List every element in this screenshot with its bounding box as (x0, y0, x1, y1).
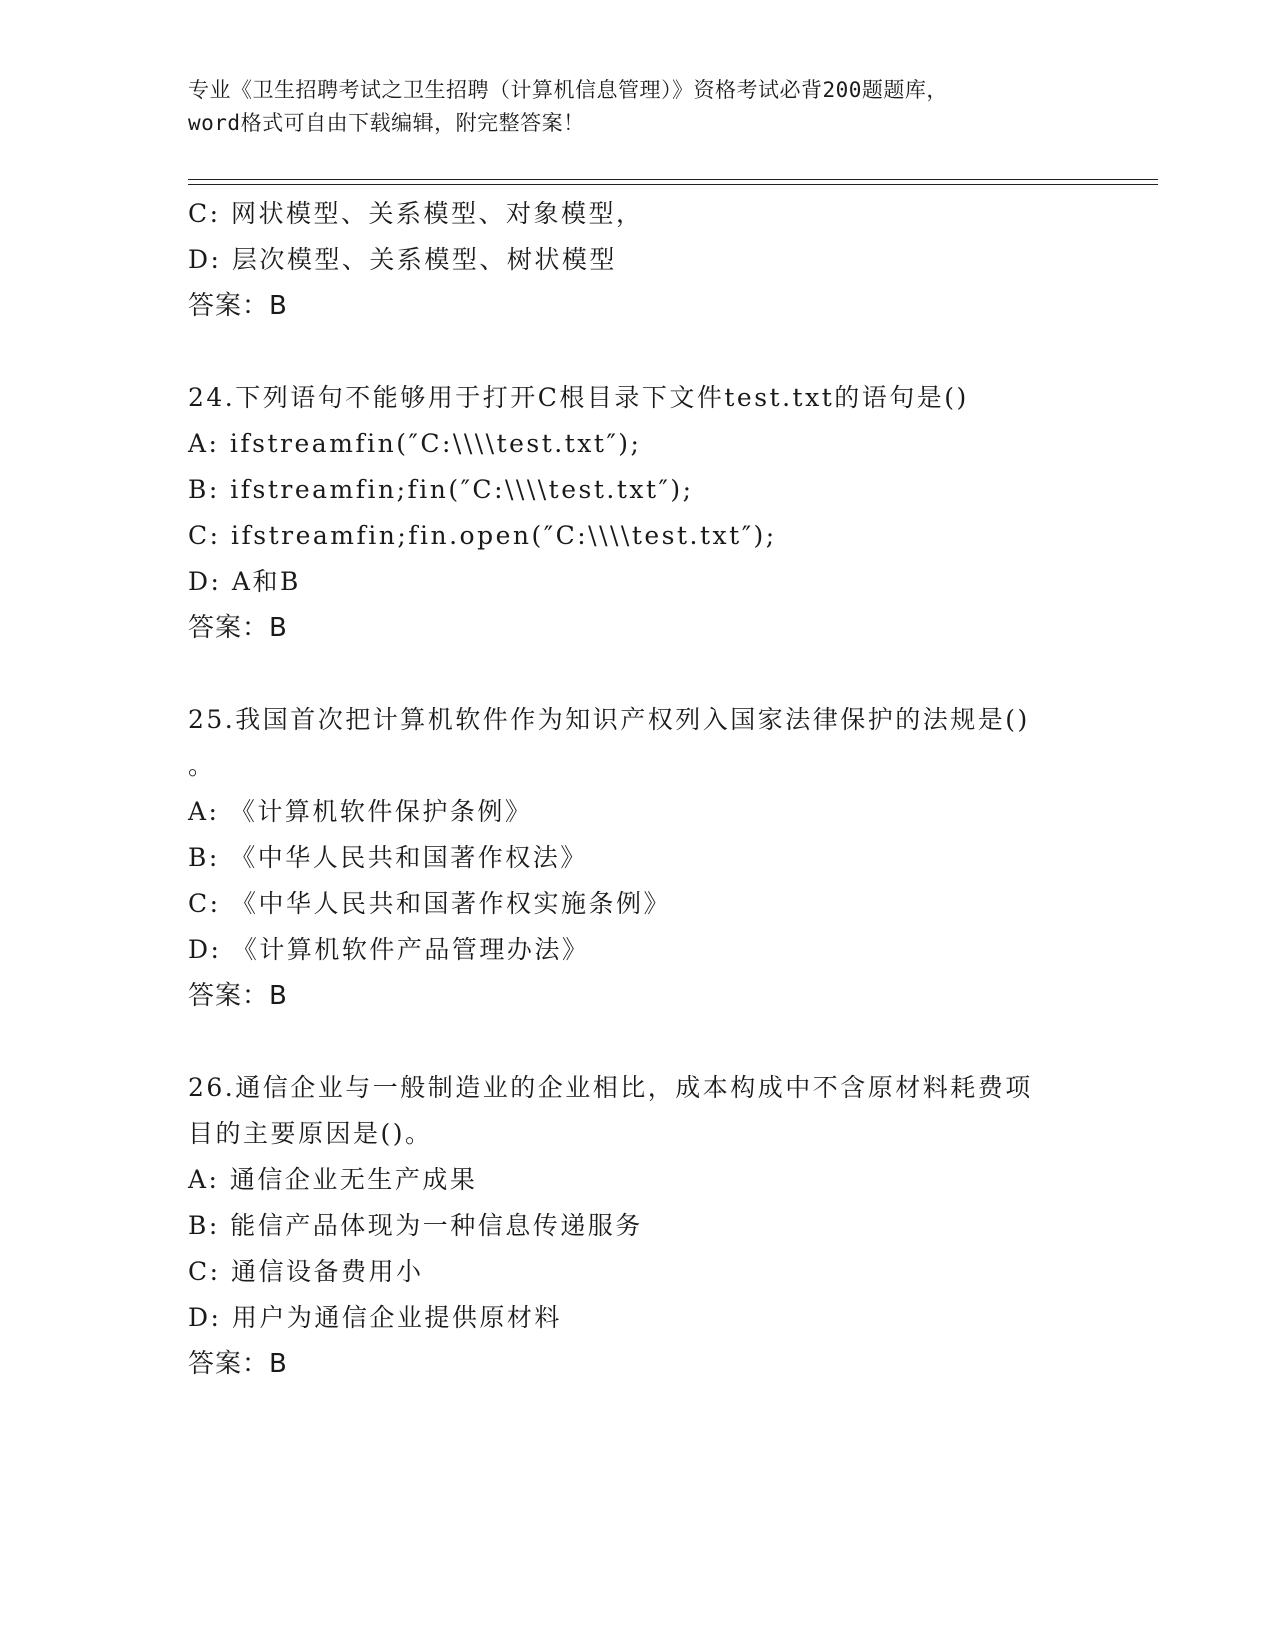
question-spacer (188, 329, 1088, 375)
q24-option-a: A: ifstreamfin(″C:\\\\test.txt″); (188, 429, 642, 458)
q25-question-line-1: 25.我国首次把计算机软件作为知识产权列入国家法律保护的法规是() (188, 705, 1030, 734)
q25-question-line-2: 。 (188, 751, 216, 780)
header-divider-top (188, 179, 1158, 180)
q24-option-c: C: ifstreamfin;fin.open(″C:\\\\test.txt″); (188, 521, 777, 550)
header-divider-bottom (188, 184, 1158, 185)
header-title-line-1: 专业《卫生招聘考试之卫生招聘（计算机信息管理）》资格考试必背200题题库， (188, 78, 948, 102)
question-spacer (188, 1019, 1088, 1065)
q25-option-c: C: 《中华人民共和国著作权实施条例》 (188, 889, 671, 918)
document-header (188, 74, 1088, 140)
q23-answer: 答案：B (188, 291, 288, 321)
question-spacer (188, 651, 1088, 697)
q23-option-c: C: 网状模型、关系模型、对象模型， (188, 199, 644, 228)
q25-option-d: D: 《计算机软件产品管理办法》 (188, 935, 590, 964)
q23-option-d: D: 层次模型、关系模型、树状模型 (188, 245, 617, 274)
q25-option-b: B: 《中华人民共和国著作权法》 (188, 843, 588, 872)
question-list (188, 191, 1088, 1387)
q26-answer: 答案：B (188, 1349, 288, 1379)
q25-option-a: A: 《计算机软件保护条例》 (188, 797, 533, 826)
q26-option-c: C: 通信设备费用小 (188, 1257, 424, 1286)
q26-question-line-1: 26.通信企业与一般制造业的企业相比，成本构成中不含原材料耗费项 (188, 1073, 1033, 1102)
q26-option-b: B: 能信产品体现为一种信息传递服务 (188, 1211, 643, 1240)
q25-answer: 答案：B (188, 981, 288, 1011)
header-title-line-2: word格式可自由下载编辑，附完整答案！ (188, 111, 585, 135)
q24-question: 24.下列语句不能够用于打开C根目录下文件test.txt的语句是() (188, 383, 969, 412)
q24-option-b: B: ifstreamfin;fin(″C:\\\\test.txt″); (188, 475, 694, 504)
q24-option-d: D: A和B (188, 567, 301, 596)
q24-answer: 答案：B (188, 613, 288, 643)
q26-option-a: A: 通信企业无生产成果 (188, 1165, 478, 1194)
q26-question-line-2: 目的主要原因是()。 (188, 1119, 433, 1148)
q26-option-d: D: 用户为通信企业提供原材料 (188, 1303, 562, 1332)
